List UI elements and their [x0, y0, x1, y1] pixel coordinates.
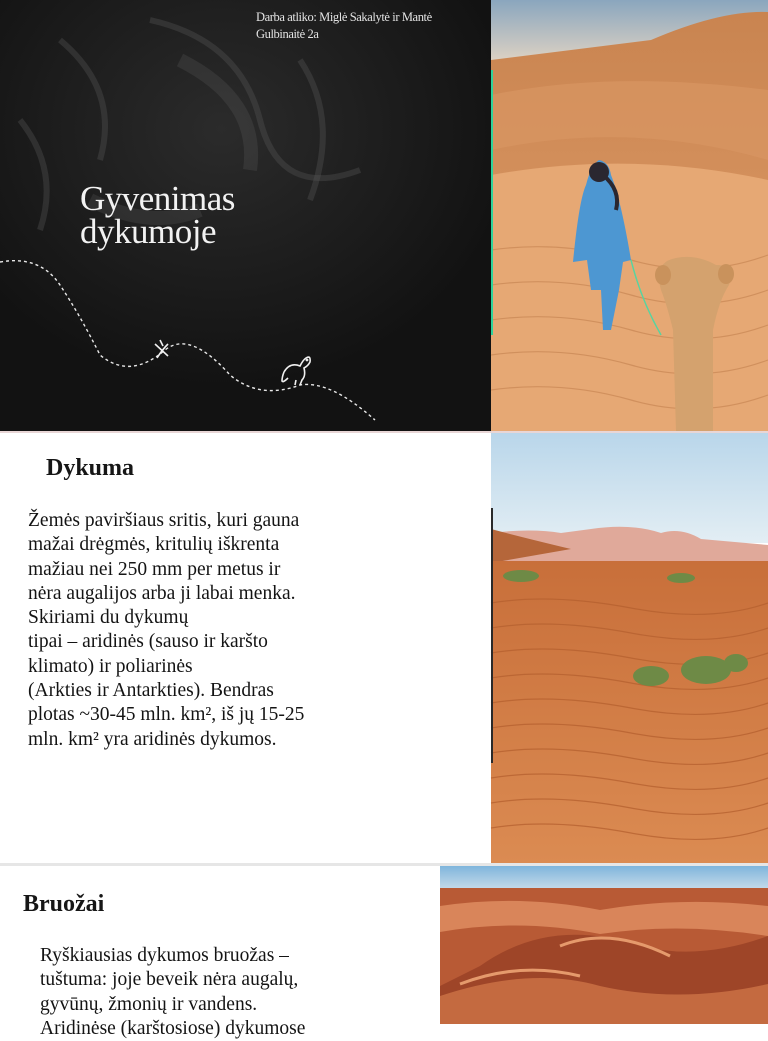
- desert-camel-photo: [491, 0, 768, 431]
- red-desert-aerial-photo: [440, 866, 768, 1024]
- author-line-2: Gulbinaitė 2a: [256, 27, 319, 41]
- body-line: mln. km² yra aridinės dykumos.: [28, 728, 277, 750]
- author-line-1: Darba atliko: Miglė Sakalytė ir Mantė: [256, 10, 432, 24]
- body-line: klimato) ir poliarinės: [28, 655, 193, 677]
- body-line: plotas ~30-45 mln. km², iš jų 15-25: [28, 704, 305, 726]
- slide-body-text: [28, 509, 358, 752]
- bruozai-slide: [0, 866, 768, 1039]
- slide-heading: Bruožai: [23, 891, 105, 917]
- body-line: Ryškiausias dykumos bruožas –: [40, 945, 289, 966]
- body-line: Aridinėse (karštosiose) dykumose: [40, 1017, 306, 1039]
- slide-body-text: [40, 944, 370, 1041]
- body-line: (Arkties ir Antarkties). Bendras: [28, 680, 274, 702]
- slide-heading: Dykuma: [46, 455, 135, 481]
- chalkboard-texture: [0, 0, 492, 431]
- body-line: mažiau nei 250 mm per metus ir: [28, 558, 281, 580]
- sand-dunes-photo: [491, 433, 768, 863]
- slide-title: [80, 179, 235, 251]
- body-line: mažai drėgmės, kritulių iškrenta: [28, 534, 280, 556]
- author-credit: [256, 9, 471, 43]
- dykuma-slide: [0, 433, 768, 863]
- body-line: nėra augalijos arba ji labai menka.: [28, 582, 296, 604]
- body-line: tipai – aridinės (sauso ir karšto: [28, 631, 268, 653]
- body-line: tuštuma: joje beveik nėra augalų,: [40, 969, 299, 991]
- body-line: Skiriami du dykumų: [28, 607, 189, 629]
- body-line: gyvūnų, žmonių ir vandens.: [40, 993, 258, 1015]
- title-slide: [0, 0, 768, 431]
- body-line: Žemės paviršiaus sritis, kuri gauna: [28, 510, 300, 531]
- title-line-1: Gyvenimas: [80, 179, 235, 218]
- title-line-2: dykumoje: [80, 212, 216, 251]
